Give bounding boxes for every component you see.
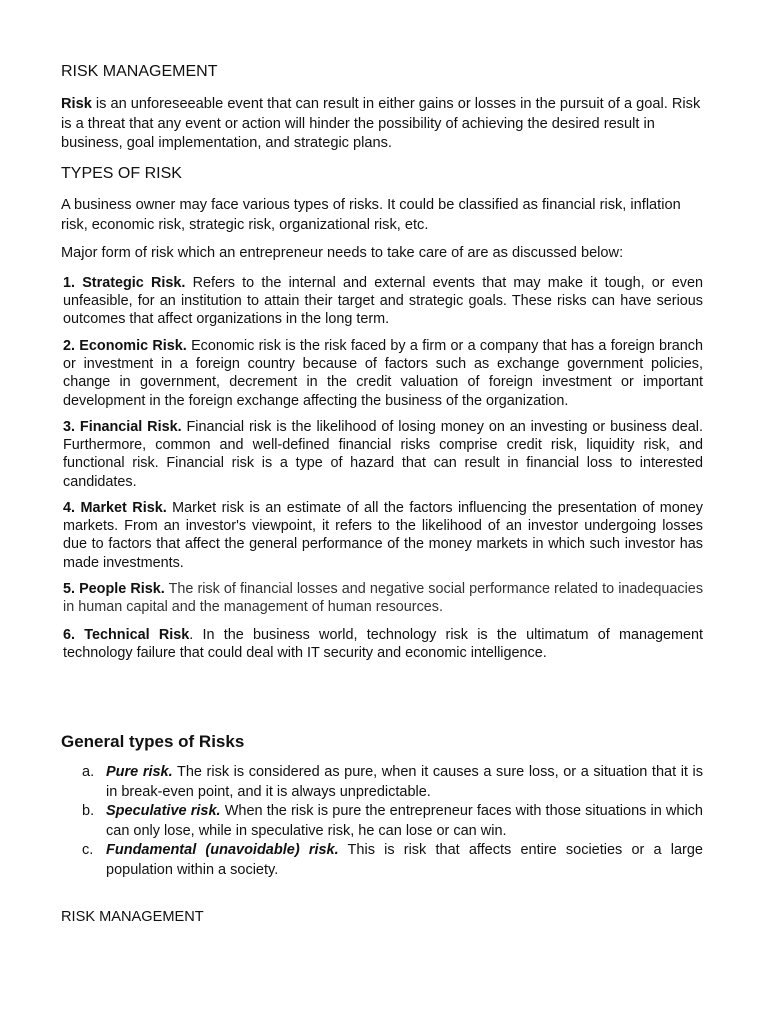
types-paragraph: A business owner may face various types of risks. It could be classified as financial risk, inflation risk, economic risk, strategic risk, organizational risk, etc. [61, 197, 681, 233]
risk-item-title: 5. People Risk. [63, 581, 165, 597]
list-item-title: Speculative risk. [106, 803, 221, 819]
risk-item-title: 4. Market Risk. [63, 500, 167, 516]
risk-item-title: 2. Economic Risk. [63, 338, 187, 354]
list-marker: c. [82, 842, 94, 858]
risk-item-title: 1. Strategic Risk. [63, 275, 186, 291]
main-heading: RISK MANAGEMENT [61, 63, 218, 80]
list-item-text: The risk is considered as pure, when it causes a sure loss, or a situation that it is in break-even point, and it is always unpredictable. [106, 764, 704, 800]
risk-item-text: . In the business world, technology risk is the ultimatum of management technology failure that could deal with IT security and economic intelligence. [63, 627, 703, 662]
list-marker: a. [82, 764, 95, 780]
risk-item-financial [63, 418, 703, 491]
risk-item-people [63, 580, 703, 616]
risk-item-strategic [63, 274, 703, 329]
risk-item-technical [63, 626, 703, 662]
major-form-paragraph: Major form of risk which an entrepreneur needs to take care of are as discussed below: [61, 245, 624, 261]
risk-item-title: 3. Financial Risk. [63, 419, 182, 435]
list-item [61, 763, 703, 802]
list-item-title: Fundamental (unavoidable) risk. [106, 842, 339, 858]
intro-term: Risk [61, 96, 92, 112]
list-item-text: This is risk that affects entire societies or a large population within a society. [106, 842, 703, 878]
risk-item-text: Financial risk is the likelihood of losing money on an investing or business deal. Furthermore, common and well-defined financial risks comprise credit risk, liquidity risk, and functional risk. Financial risk is a type of hazard that can result in financial loss to interested candidates. [63, 419, 703, 490]
risk-item-text: Market risk is an estimate of all the factors influencing the presentation of money markets. From an investor's viewpoint, it refers to the likelihood of an investor undergoing losses due to factors that affect the general performance of the money markets in which such investor has made investments. [63, 500, 703, 571]
list-item [61, 802, 703, 841]
risk-item-text: Refers to the internal and external events that may make it tough, or even unfeasible, for an institution to attain their target and strategic goals. These risks can have serious outcomes that affect organizations in the long term. [63, 275, 703, 328]
intro-text: is an unforeseeable event that can result in either gains or losses in the pursuit of a goal. Risk is a threat that any event or action will hinder the possibility of achieving the desired result in business, goal implementation, and strategic plans. [61, 96, 701, 151]
list-marker: b. [82, 803, 95, 819]
list-item [61, 841, 703, 880]
intro-paragraph [61, 95, 703, 154]
types-heading: TYPES OF RISK [61, 165, 182, 182]
risk-item-economic [63, 337, 703, 410]
list-item-title: Pure risk. [106, 764, 173, 780]
risk-item-text: Economic risk is the risk faced by a firm or a company that has a foreign branch or investment in a foreign country because of factors such as exchange government policies, change in government, decrement in the credit valuation of foreign investment or important development in the foreign exchange affecting the business of the organization. [63, 338, 704, 409]
risk-item-title: 6. Technical Risk [63, 627, 190, 643]
general-types-list [61, 763, 703, 880]
risk-item-market [63, 499, 703, 572]
risk-item-text: The risk of financial losses and negative social performance related to inadequacies in human capital and the management of human resources. [63, 581, 704, 616]
general-types-heading: General types of Risks [61, 732, 245, 751]
list-item-text: When the risk is pure the entrepreneur faces with those situations in which can only lose, while in speculative risk, he can lose or can win. [106, 803, 704, 839]
footer-heading: RISK MANAGEMENT [61, 909, 204, 925]
